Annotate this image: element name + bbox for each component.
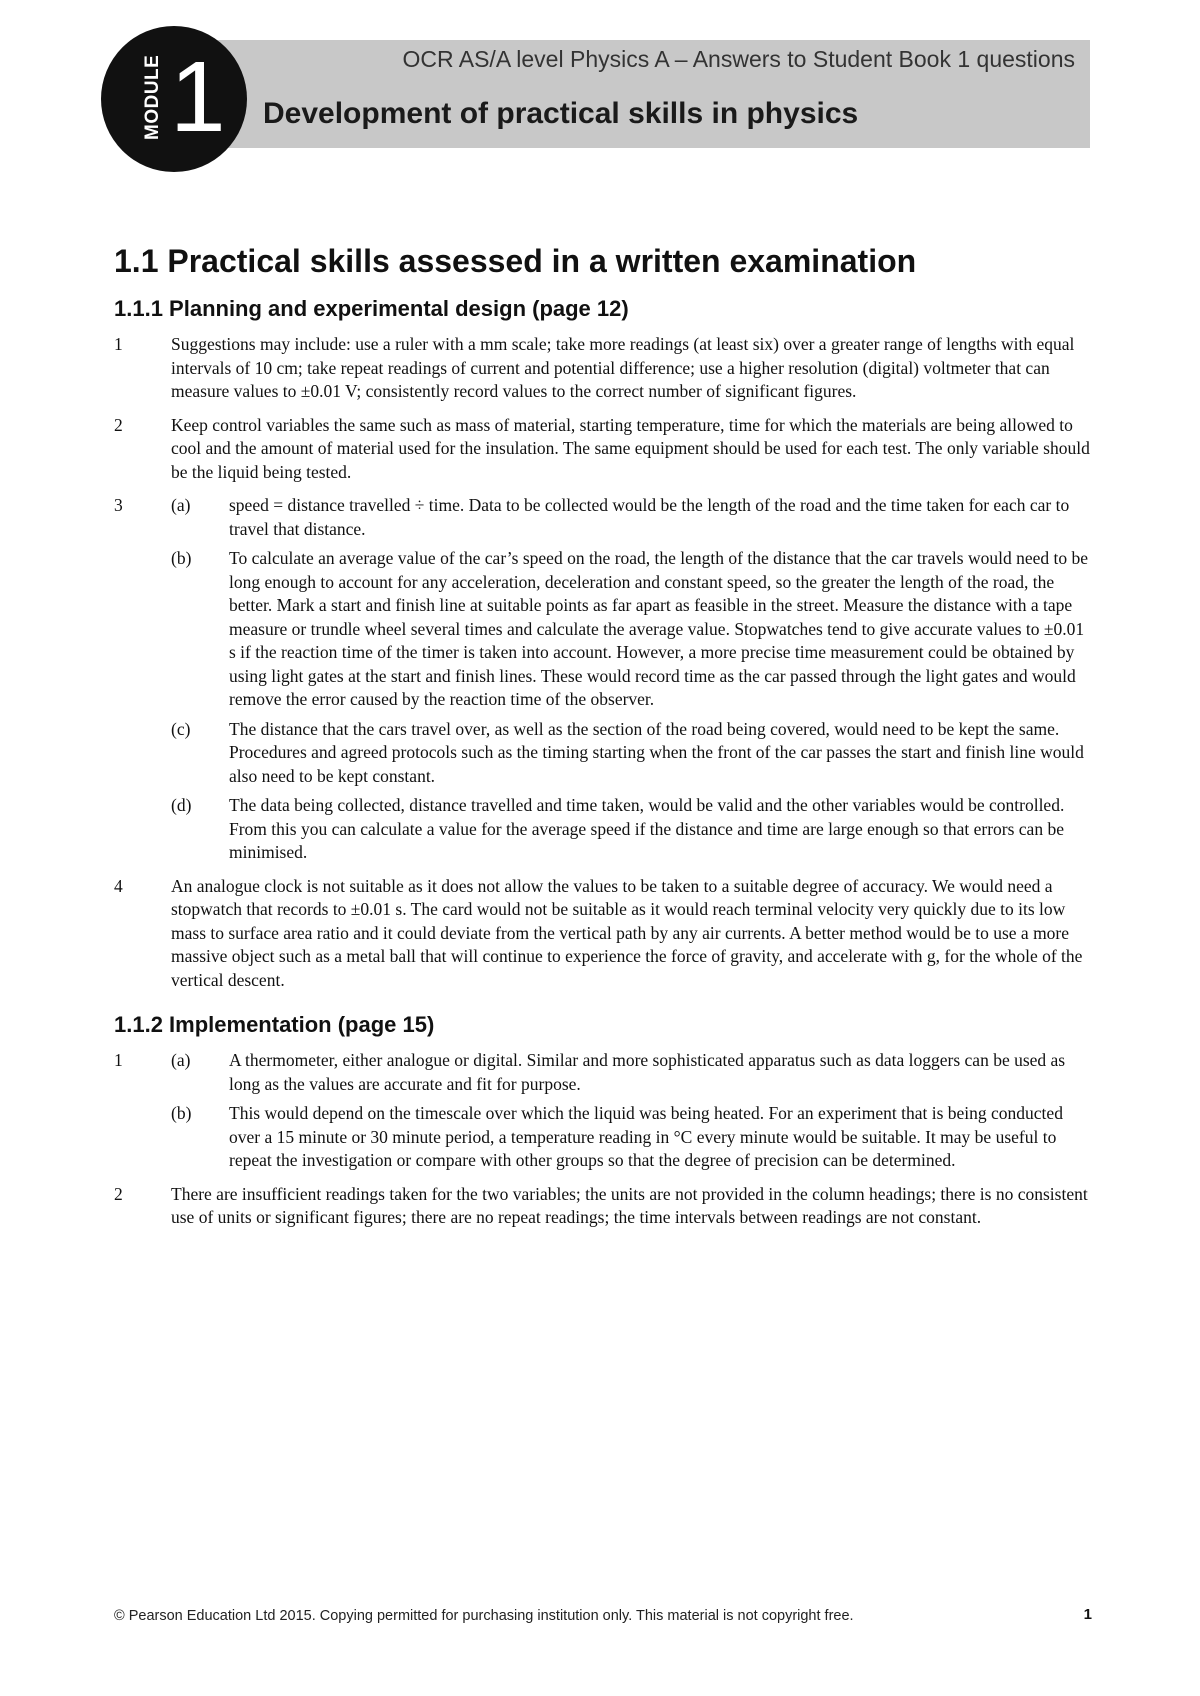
question-text: An analogue clock is not suitable as it does not allow the values to be taken to a suitable degree of accuracy. We would need a stopwatch that records to ±0.01 s. The card would not be suitable as it would reach terminal velocity very quickly due to its low mass to surface area ratio and it could deviate from the vertical path by any air currents. A better method would be to use a more massive object such as a metal ball that will continue to experience the force of gravity, and accelerate with g, for the whole of the vertical descent. (171, 875, 1083, 990)
part-text: speed = distance travelled ÷ time. Data to be collected would be the length of the road and the time taken for each car to travel that distance. (229, 495, 1070, 539)
question-part (171, 494, 1094, 541)
section-title: 1.1 Practical skills assessed in a written examination (114, 243, 917, 279)
question-part (171, 718, 1094, 789)
module-label: MODULE (142, 54, 163, 140)
page-number: 1 (1083, 1606, 1092, 1623)
question-parts (171, 1049, 1094, 1173)
question-part (171, 1102, 1094, 1173)
module-title: Development of practical skills in physics (263, 97, 859, 130)
question-part (171, 547, 1094, 712)
question-part (171, 794, 1094, 865)
question-1 (114, 333, 1094, 404)
question-2 (114, 1183, 1094, 1230)
part-text: The data being collected, distance travelled and time taken, would be valid and the other variables would be controlled. From this you can calculate a value for the average speed if the distance and time are large enough so that errors can be minimised. (229, 795, 1065, 862)
part-label: (a) (171, 1050, 191, 1070)
question-2 (114, 414, 1094, 485)
question-text: Keep control variables the same such as mass of material, starting temperature, time for which the materials are being allowed to cool and the amount of material used for the insulation. The same equipment should be used for each test. The only variable should be the liquid being tested. (171, 414, 1090, 482)
question-text: There are insufficient readings taken for the two variables; the units are not provided in the column headings; there is no consistent use of units or significant figures; there are no repeat readings; the time intervals between readings are not constant. (171, 1183, 1088, 1227)
question-number: 2 (114, 414, 123, 435)
part-text: This would depend on the timescale over which the liquid was being heated. For an experiment that is being conducted over a 15 minute or 30 minute period, a temperature reading in °C every minute would be suitable. It may be useful to repeat the investigation or compare with other groups so that the degree of precision can be determined. (229, 1103, 1063, 1170)
part-text: The distance that the cars travel over, as well as the section of the road being covered, would need to be kept the same. Procedures and agreed protocols such as the timing starting when the front of the car passes the start and finish line would also need to be kept constant. (229, 718, 1084, 786)
subsection-title: 1.1.2 Implementation (page 15) (114, 1012, 435, 1037)
footer-copyright: © Pearson Education Ltd 2015. Copying permitted for purchasing institution only. This material is not copyright free. (114, 1608, 854, 1624)
book-title: OCR AS/A level Physics A – Answers to Student Book 1 questions (402, 46, 1075, 72)
question-number: 1 (114, 334, 123, 354)
question-number: 3 (114, 495, 123, 515)
question-1 (114, 1049, 1094, 1173)
part-label: (a) (171, 495, 191, 515)
question-3 (114, 494, 1094, 865)
question-number: 1 (114, 1050, 123, 1070)
page-content (114, 243, 1094, 1240)
question-text: Suggestions may include: use a ruler with a mm scale; take more readings (at least six) over a greater range of lengths with equal intervals of 10 cm; take repeat readings of current and potential difference; use a higher resolution (digital) voltmeter that can measure values to ±0.01 V; consistently record values to the correct number of significant figures. (171, 334, 1075, 401)
question-parts (171, 494, 1094, 865)
part-label: (b) (171, 1103, 192, 1123)
question-number: 2 (114, 1183, 123, 1204)
question-part (171, 1049, 1094, 1096)
part-label: (b) (171, 548, 192, 568)
subsection-title: 1.1.1 Planning and experimental design (page 12) (114, 296, 629, 321)
module-number: 1 (170, 41, 226, 153)
part-label: (c) (171, 718, 191, 739)
part-text: A thermometer, either analogue or digital. Similar and more sophisticated apparatus such as data loggers can be used as long as the values are accurate and fit for purpose. (229, 1050, 1066, 1094)
question-4 (114, 875, 1094, 993)
part-label: (d) (171, 795, 192, 815)
part-text: To calculate an average value of the car’s speed on the road, the length of the distance that the car travels would need to be long enough to account for any acceleration, deceleration and constant speed, so the greater the length of the road, the better. Mark a start and finish line at suitable points as far apart as feasible in the street. Measure the distance with a tape measure or trundle wheel several times and calculate the average value. Stopwatches tend to give accurate values to ±0.01 s if the reaction time of the timer is taken into account. However, a more precise time measurement could be obtained by using light gates at the start and finish lines. These would record time as the car passed through the light gates and would remove the error caused by the reaction time of the observer. (229, 548, 1088, 709)
question-number: 4 (114, 875, 123, 896)
spacer (114, 1002, 1094, 1012)
